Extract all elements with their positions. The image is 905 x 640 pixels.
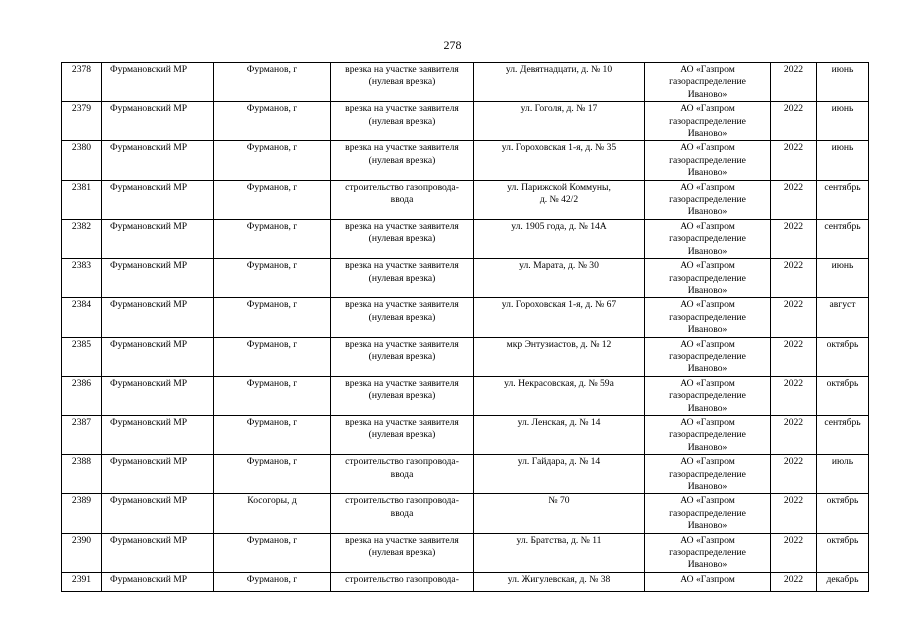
year-cell: 2022 xyxy=(771,376,817,415)
settlement-cell: Фурманов, г xyxy=(214,180,331,219)
settlement-cell: Фурманов, г xyxy=(214,141,331,180)
year-cell: 2022 xyxy=(771,298,817,337)
address-cell xyxy=(474,180,645,219)
organization-cell-line: Иваново» xyxy=(687,128,728,140)
organization-cell-line: газораспределение xyxy=(669,154,746,166)
table-row xyxy=(62,455,869,494)
address-cell-line: ул. Братства, д. № 11 xyxy=(516,534,602,546)
organization-cell-line: АО «Газпром xyxy=(680,220,735,232)
month-cell: сентябрь xyxy=(817,415,869,454)
organization-cell xyxy=(645,259,771,298)
organization-cell-line: Иваново» xyxy=(687,88,728,100)
address-cell xyxy=(474,572,645,591)
year-cell: 2022 xyxy=(771,455,817,494)
organization-cell-line: Иваново» xyxy=(687,363,728,375)
work-type-cell-line: ввода xyxy=(390,468,414,480)
work-type-cell-line: (нулевая врезка) xyxy=(368,76,436,88)
row-number-cell: 2380 xyxy=(62,141,102,180)
table-row xyxy=(62,376,869,415)
row-number-cell: 2388 xyxy=(62,455,102,494)
address-cell xyxy=(474,63,645,102)
year-cell: 2022 xyxy=(771,415,817,454)
year-cell: 2022 xyxy=(771,63,817,102)
organization-cell-line: Иваново» xyxy=(687,167,728,179)
organization-cell-line: АО «Газпром xyxy=(680,260,735,272)
organization-cell-line: Иваново» xyxy=(687,402,728,414)
year-cell: 2022 xyxy=(771,219,817,258)
organization-cell xyxy=(645,572,771,591)
organization-cell xyxy=(645,102,771,141)
settlement-cell: Фурманов, г xyxy=(214,63,331,102)
year-cell: 2022 xyxy=(771,494,817,533)
year-cell: 2022 xyxy=(771,533,817,572)
settlement-cell: Косогоры, д xyxy=(214,494,331,533)
organization-cell xyxy=(645,415,771,454)
work-type-cell-line: врезка на участке заявителя xyxy=(345,142,459,154)
organization-cell-line: Иваново» xyxy=(687,520,728,532)
table-row xyxy=(62,259,869,298)
row-number-cell: 2382 xyxy=(62,219,102,258)
work-type-cell-line: (нулевая врезка) xyxy=(368,154,436,166)
work-type-cell-line: врезка на участке заявителя xyxy=(345,416,459,428)
work-type-cell-line: врезка на участке заявителя xyxy=(345,377,459,389)
address-cell xyxy=(474,102,645,141)
month-cell: октябрь xyxy=(817,376,869,415)
work-type-cell-line: врезка на участке заявителя xyxy=(345,260,459,272)
district-cell: Фурмановский МР xyxy=(102,259,214,298)
row-number-cell: 2391 xyxy=(62,572,102,591)
district-cell: Фурмановский МР xyxy=(102,219,214,258)
page-number: 278 xyxy=(443,38,462,52)
row-number-cell: 2381 xyxy=(62,180,102,219)
settlement-cell: Фурманов, г xyxy=(214,102,331,141)
organization-cell-line: АО «Газпром xyxy=(680,299,735,311)
month-cell: октябрь xyxy=(817,337,869,376)
year-cell: 2022 xyxy=(771,337,817,376)
table-row xyxy=(62,572,869,591)
row-number-cell: 2385 xyxy=(62,337,102,376)
organization-cell-line: АО «Газпром xyxy=(680,64,735,75)
settlement-cell: Фурманов, г xyxy=(214,376,331,415)
district-cell: Фурмановский МР xyxy=(102,180,214,219)
organization-cell-line: АО «Газпром xyxy=(680,103,735,115)
work-type-cell xyxy=(331,63,474,102)
district-cell: Фурмановский МР xyxy=(102,415,214,454)
organization-cell-line: газораспределение xyxy=(669,468,746,480)
row-number-cell: 2383 xyxy=(62,259,102,298)
gasification-table xyxy=(61,62,869,592)
address-cell-line: ул. 1905 года, д. № 14А xyxy=(511,220,607,232)
district-cell: Фурмановский МР xyxy=(102,376,214,415)
organization-cell-line: АО «Газпром xyxy=(680,377,735,389)
district-cell: Фурмановский МР xyxy=(102,572,214,591)
organization-cell-line: Иваново» xyxy=(687,284,728,296)
table-row xyxy=(62,415,869,454)
address-cell xyxy=(474,337,645,376)
month-cell: июнь xyxy=(817,102,869,141)
row-number-cell: 2389 xyxy=(62,494,102,533)
work-type-cell-line: (нулевая врезка) xyxy=(368,115,436,127)
work-type-cell-line: врезка на участке заявителя xyxy=(345,534,459,546)
settlement-cell: Фурманов, г xyxy=(214,415,331,454)
address-cell xyxy=(474,533,645,572)
address-cell-line: ул. Гороховская 1-я, д. № 67 xyxy=(501,299,617,311)
address-cell xyxy=(474,415,645,454)
organization-cell-line: Иваново» xyxy=(687,206,728,218)
address-cell-line: ул. Марата, д. № 30 xyxy=(519,260,599,272)
district-cell: Фурмановский МР xyxy=(102,63,214,102)
address-cell-line: ул. Гороховская 1-я, д. № 35 xyxy=(501,142,617,154)
organization-cell xyxy=(645,455,771,494)
month-cell: декабрь xyxy=(817,572,869,591)
settlement-cell: Фурманов, г xyxy=(214,533,331,572)
organization-cell-line: АО «Газпром xyxy=(680,573,735,585)
organization-cell-line: АО «Газпром xyxy=(680,416,735,428)
organization-cell-line: АО «Газпром xyxy=(680,495,735,507)
organization-cell-line: Иваново» xyxy=(687,245,728,257)
work-type-cell-line: (нулевая врезка) xyxy=(368,350,436,362)
organization-cell-line: Иваново» xyxy=(687,441,728,453)
work-type-cell xyxy=(331,259,474,298)
table-row xyxy=(62,337,869,376)
month-cell: сентябрь xyxy=(817,219,869,258)
settlement-cell: Фурманов, г xyxy=(214,572,331,591)
organization-cell-line: газораспределение xyxy=(669,76,746,88)
organization-cell-line: газораспределение xyxy=(669,233,746,245)
organization-cell xyxy=(645,533,771,572)
year-cell: 2022 xyxy=(771,180,817,219)
month-cell: октябрь xyxy=(817,494,869,533)
organization-cell xyxy=(645,63,771,102)
work-type-cell-line: строительство газопровода- xyxy=(345,495,459,507)
work-type-cell-line: ввода xyxy=(390,507,414,519)
month-cell: июнь xyxy=(817,141,869,180)
address-cell-line: ул. Гоголя, д. № 17 xyxy=(520,103,598,115)
organization-cell xyxy=(645,337,771,376)
work-type-cell-line: (нулевая врезка) xyxy=(368,272,436,284)
table-row xyxy=(62,180,869,219)
table-row xyxy=(62,102,869,141)
settlement-cell: Фурманов, г xyxy=(214,455,331,494)
organization-cell xyxy=(645,219,771,258)
organization-cell xyxy=(645,376,771,415)
work-type-cell-line: (нулевая врезка) xyxy=(368,233,436,245)
month-cell: сентябрь xyxy=(817,180,869,219)
address-cell-line: ул. Девятнадцати, д. № 10 xyxy=(505,64,613,75)
district-cell: Фурмановский МР xyxy=(102,141,214,180)
address-cell xyxy=(474,259,645,298)
organization-cell xyxy=(645,298,771,337)
work-type-cell-line: (нулевая врезка) xyxy=(368,390,436,402)
organization-cell-line: Иваново» xyxy=(687,559,728,571)
organization-cell-line: газораспределение xyxy=(669,547,746,559)
work-type-cell xyxy=(331,415,474,454)
address-cell xyxy=(474,494,645,533)
settlement-cell: Фурманов, г xyxy=(214,298,331,337)
work-type-cell-line: врезка на участке заявителя xyxy=(345,299,459,311)
work-type-cell xyxy=(331,219,474,258)
month-cell: июнь xyxy=(817,259,869,298)
organization-cell-line: Иваново» xyxy=(687,324,728,336)
organization-cell-line: газораспределение xyxy=(669,390,746,402)
row-number-cell: 2386 xyxy=(62,376,102,415)
work-type-cell-line: строительство газопровода- xyxy=(345,456,459,468)
work-type-cell xyxy=(331,298,474,337)
address-cell-line: ул. Парижской Коммуны, xyxy=(507,181,611,193)
work-type-cell xyxy=(331,102,474,141)
address-cell xyxy=(474,376,645,415)
organization-cell-line: газораспределение xyxy=(669,429,746,441)
settlement-cell: Фурманов, г xyxy=(214,259,331,298)
work-type-cell xyxy=(331,376,474,415)
row-number-cell: 2387 xyxy=(62,415,102,454)
address-cell-line: мкр Энтузиастов, д. № 12 xyxy=(506,338,612,350)
work-type-cell xyxy=(331,337,474,376)
work-type-cell-line: врезка на участке заявителя xyxy=(345,103,459,115)
organization-cell xyxy=(645,141,771,180)
organization-cell-line: газораспределение xyxy=(669,194,746,206)
district-cell: Фурмановский МР xyxy=(102,298,214,337)
settlement-cell: Фурманов, г xyxy=(214,337,331,376)
table-row xyxy=(62,219,869,258)
work-type-cell-line: (нулевая врезка) xyxy=(368,311,436,323)
organization-cell-line: АО «Газпром xyxy=(680,142,735,154)
organization-cell-line: АО «Газпром xyxy=(680,456,735,468)
work-type-cell xyxy=(331,533,474,572)
work-type-cell xyxy=(331,180,474,219)
address-cell xyxy=(474,141,645,180)
district-cell: Фурмановский МР xyxy=(102,494,214,533)
organization-cell-line: газораспределение xyxy=(669,350,746,362)
work-type-cell xyxy=(331,572,474,591)
table-row xyxy=(62,63,869,102)
district-cell: Фурмановский МР xyxy=(102,337,214,376)
table-body xyxy=(62,63,869,592)
address-cell-line: ул. Ленская, д. № 14 xyxy=(517,416,601,428)
work-type-cell-line: врезка на участке заявителя xyxy=(345,338,459,350)
work-type-cell-line: строительство газопровода- xyxy=(345,181,459,193)
organization-cell-line: газораспределение xyxy=(669,115,746,127)
address-cell-line: ул. Жигулевская, д. № 38 xyxy=(507,573,611,585)
table-row xyxy=(62,494,869,533)
year-cell: 2022 xyxy=(771,141,817,180)
settlement-cell: Фурманов, г xyxy=(214,219,331,258)
organization-cell-line: газораспределение xyxy=(669,272,746,284)
district-cell: Фурмановский МР xyxy=(102,102,214,141)
table-row xyxy=(62,141,869,180)
year-cell: 2022 xyxy=(771,259,817,298)
month-cell: октябрь xyxy=(817,533,869,572)
month-cell: июнь xyxy=(817,63,869,102)
address-cell-line: № 70 xyxy=(548,495,570,507)
address-cell-line: ул. Некрасовская, д. № 59а xyxy=(504,377,614,389)
address-cell xyxy=(474,219,645,258)
row-number-cell: 2378 xyxy=(62,63,102,102)
work-type-cell xyxy=(331,494,474,533)
organization-cell-line: газораспределение xyxy=(669,311,746,323)
work-type-cell-line: врезка на участке заявителя xyxy=(345,64,459,75)
work-type-cell xyxy=(331,455,474,494)
table-row xyxy=(62,533,869,572)
organization-cell xyxy=(645,180,771,219)
table-row xyxy=(62,298,869,337)
row-number-cell: 2379 xyxy=(62,102,102,141)
organization-cell-line: АО «Газпром xyxy=(680,338,735,350)
district-cell: Фурмановский МР xyxy=(102,533,214,572)
organization-cell xyxy=(645,494,771,533)
address-cell xyxy=(474,455,645,494)
organization-cell-line: Иваново» xyxy=(687,481,728,492)
work-type-cell-line: строительство газопровода- xyxy=(345,573,459,585)
month-cell: август xyxy=(817,298,869,337)
address-cell xyxy=(474,298,645,337)
work-type-cell-line: ввода xyxy=(390,194,414,206)
address-cell-line: д. № 42/2 xyxy=(539,194,579,206)
year-cell: 2022 xyxy=(771,102,817,141)
work-type-cell xyxy=(331,141,474,180)
year-cell: 2022 xyxy=(771,572,817,591)
row-number-cell: 2384 xyxy=(62,298,102,337)
work-type-cell-line: (нулевая врезка) xyxy=(368,547,436,559)
organization-cell-line: АО «Газпром xyxy=(680,534,735,546)
month-cell: июль xyxy=(817,455,869,494)
work-type-cell-line: врезка на участке заявителя xyxy=(345,220,459,232)
district-cell: Фурмановский МР xyxy=(102,455,214,494)
organization-cell-line: газораспределение xyxy=(669,507,746,519)
address-cell-line: ул. Гайдара, д. № 14 xyxy=(517,456,601,468)
work-type-cell-line: (нулевая врезка) xyxy=(368,429,436,441)
row-number-cell: 2390 xyxy=(62,533,102,572)
organization-cell-line: АО «Газпром xyxy=(680,181,735,193)
